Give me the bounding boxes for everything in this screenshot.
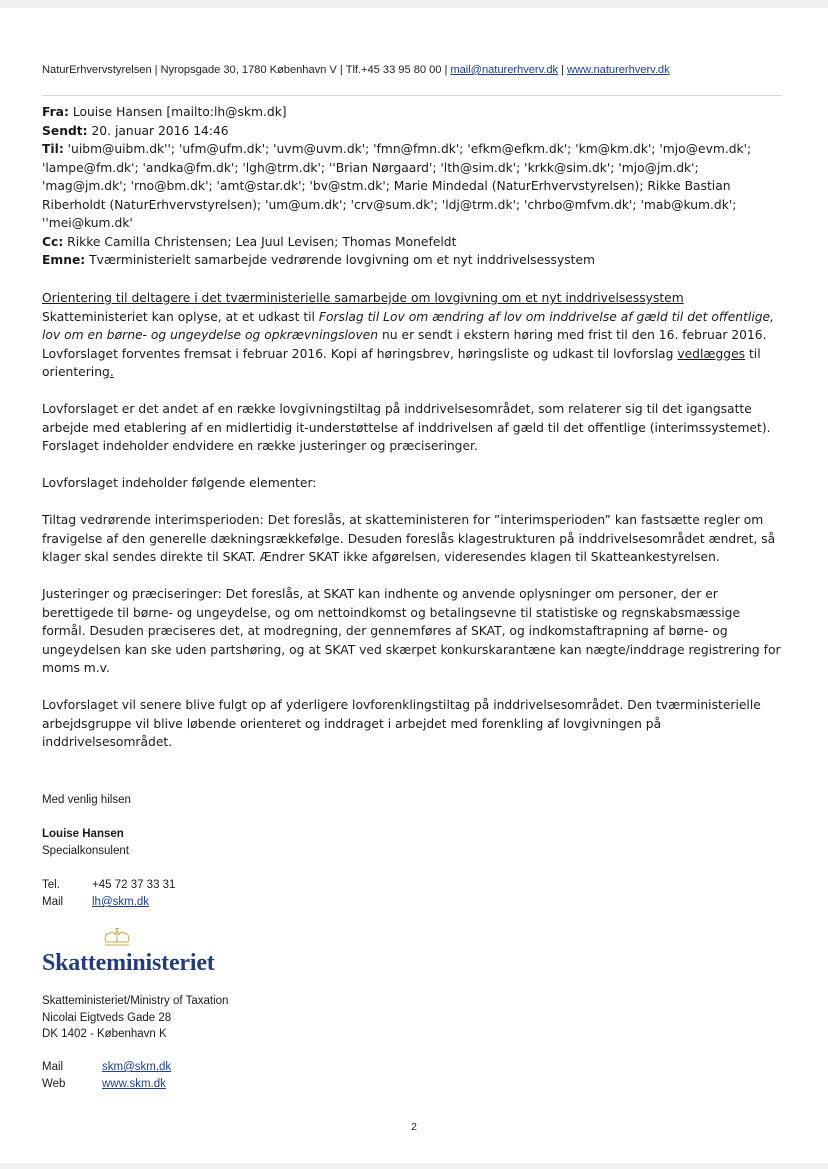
paragraph-4: Tiltag vedrørende interimsperioden: Det foreslås, at skatteministeren for ”interimsperioden” kan fastsætte regler om fravigelse af den generelle dækningsrækkefølge. Desuden foreslås klagestrukturen på inddrivelsesområdet ændret, så klager skal sendes direkte til SKAT. Ændrer SKAT ikke afgørelsen, videresendes klagen til Skatteankestyrelsen. bbox=[42, 513, 776, 564]
paragraph-3: Lovforslaget indeholder følgende elementer: bbox=[42, 476, 317, 490]
scan-bottom-edge bbox=[0, 1163, 828, 1169]
to-value: 'uibm@uibm.dk''; 'ufm@ufm.dk'; 'uvm@uvm.dk'; 'fmn@fmn.dk'; 'efkm@efkm.dk'; 'km@km.dk'; 'mjo@evm.dk'; 'lampe@fm.dk'; 'andka@fm.dk'; 'lgh@trm.dk'; ''Brian Nørgaard'; 'lth@sim.dk'; 'krkk@sim.dk'; 'mjo@jm.dk'; 'mag@jm.dk'; 'rno@bm.dk'; 'amt@star.dk'; 'bv@stm.dk'; Marie Mindedal (NaturErhvervstyrelsen); Rikke Bastian Riberholdt (NaturErhvervstyrelsen); 'um@um.dk'; 'crv@sum.dk'; 'ldj@trm.dk'; 'chrbo@mfvm.dk'; 'mab@kum.dk'; ''mei@kum.dk' bbox=[42, 142, 752, 230]
separator: | bbox=[154, 64, 158, 76]
p1-bill-title: Forslag til Lov om ændring af lov om inddrivelse af gæld til det offentlige, lov om en børne- og ungeydelse og opkrævningsloven bbox=[42, 309, 775, 342]
signer-mail-link[interactable]: lh@skm.dk bbox=[92, 896, 150, 908]
ministry-logo: Skatteministeriet bbox=[42, 950, 215, 976]
ministry-contact bbox=[42, 1059, 442, 1093]
from-label: Fra: bbox=[42, 105, 69, 119]
sent-row bbox=[42, 122, 777, 141]
email-body bbox=[42, 289, 782, 770]
signer-name: Louise Hansen bbox=[42, 828, 124, 840]
separator: | bbox=[339, 64, 343, 76]
mail-row bbox=[42, 894, 442, 911]
tel-label: Tel. bbox=[42, 879, 60, 891]
from-value: Louise Hansen [mailto:lh@skm.dk] bbox=[72, 105, 287, 119]
ministry-web-row bbox=[42, 1076, 442, 1093]
letterhead-org: NaturErhvervstyrelsen bbox=[42, 64, 152, 76]
greeting: Med venlig hilsen bbox=[42, 794, 131, 806]
letterhead-phone: Tlf.+45 33 95 80 00 bbox=[345, 64, 442, 76]
p1-text-c: til orientering bbox=[42, 346, 761, 379]
separator: | bbox=[444, 64, 448, 76]
ministry-web-label: Web bbox=[42, 1078, 66, 1090]
to-row bbox=[42, 140, 777, 233]
ministry-web-link[interactable]: www.skm.dk bbox=[102, 1078, 166, 1090]
letterhead-address: Nyropsgade 30, 1780 København V bbox=[160, 64, 337, 76]
page-number: 2 bbox=[411, 1121, 417, 1133]
separator: | bbox=[561, 64, 564, 76]
paragraph-6: Lovforslaget vil senere blive fulgt op af yderligere lovforenklingstiltag på inddrivelsesområdet. Den tværministerielle arbejdsgruppe vil blive løbende orienteret og inddraget i arbejdet med forenkling af lovgivningen på inddrivelsesområdet. bbox=[42, 698, 761, 749]
p1-period: . bbox=[109, 365, 114, 379]
tel-row bbox=[42, 877, 442, 894]
letterhead-divider bbox=[42, 95, 782, 96]
to-label: Til: bbox=[42, 142, 64, 156]
p1-text-a: Skatteministeriet kan oplyse, at et udkast til bbox=[42, 309, 319, 324]
signature bbox=[42, 792, 442, 911]
p1-text-b: nu er sendt i ekstern høring med frist til den 16. februar 2016. Lovforslaget forventes fremsat i februar 2016. Kopi af høringsbrev, høringsliste og udkast til lovforslag bbox=[42, 328, 767, 361]
ministry-address bbox=[42, 993, 442, 1043]
cc-label: Cc: bbox=[42, 234, 64, 249]
sent-label: Sendt: bbox=[42, 123, 88, 138]
crown-icon bbox=[100, 925, 134, 949]
ministry-mail-label: Mail bbox=[42, 1061, 64, 1073]
tel-value: +45 72 37 33 31 bbox=[92, 879, 176, 891]
letterhead-website-link[interactable]: www.naturerhverv.dk bbox=[566, 64, 670, 76]
ministry-line-2: Nicolai Eigtveds Gade 28 bbox=[42, 1011, 172, 1024]
ministry-mail-row bbox=[42, 1059, 442, 1076]
mail-label: Mail bbox=[42, 896, 64, 908]
letterhead bbox=[42, 64, 782, 76]
letterhead-email-link[interactable]: mail@naturerhverv.dk bbox=[450, 64, 559, 76]
sent-value: 20. januar 2016 14:46 bbox=[91, 123, 229, 138]
cc-value: Rikke Camilla Christensen; Lea Juul Levisen; Thomas Monefeldt bbox=[67, 234, 457, 249]
body-heading: Orientering til deltagere i det tværministerielle samarbejde om lovgivning om et nyt inddrivelsessystem bbox=[42, 291, 684, 305]
subject-row bbox=[42, 251, 777, 270]
ministry-line-1: Skatteministeriet/Ministry of Taxation bbox=[42, 995, 229, 1007]
paragraph-1 bbox=[42, 289, 782, 382]
subject-value: Tværministerielt samarbejde vedrørende lovgivning om et nyt inddrivelsessystem bbox=[89, 253, 596, 267]
paragraph-5: Justeringer og præciseringer: Det foreslås, at SKAT kan indhente og anvende oplysninger om personer, der er berettigede til børne- og ungeydelse, og om nettoindkomst og betalingsevne til statistiske og regnskabsmæssige formål. Desuden præciseres det, at modregning, der gennemføres af SKAT, og indkomstaftrapning af børne- og ungeydelsen kan ske uden partshøring, og at SKAT ved skærpet konkurskarantæne kan nægte/inddrage registrering for moms m.v. bbox=[42, 587, 781, 675]
p1-attached: vedlægges bbox=[677, 346, 746, 361]
from-row bbox=[42, 103, 777, 122]
ministry-mail-link[interactable]: skm@skm.dk bbox=[102, 1061, 172, 1073]
subject-label: Emne: bbox=[42, 253, 86, 267]
ministry-line-3: DK 1402 - København K bbox=[42, 1028, 167, 1040]
signer-title: Specialkonsulent bbox=[42, 845, 129, 857]
email-header bbox=[42, 103, 777, 270]
cc-row bbox=[42, 233, 777, 252]
paragraph-2: Lovforslaget er det andet af en række lovgivningstiltag på inddrivelsesområdet, som relaterer sig til det igangsatte arbejde med etablering af en midlertidig it-understøttelse af inddrivelsen af gæld til det offentlige (interimssystemet). Forslaget indeholder endvidere en række justeringer og præciseringer. bbox=[42, 402, 771, 453]
scan-top-edge bbox=[0, 0, 828, 8]
